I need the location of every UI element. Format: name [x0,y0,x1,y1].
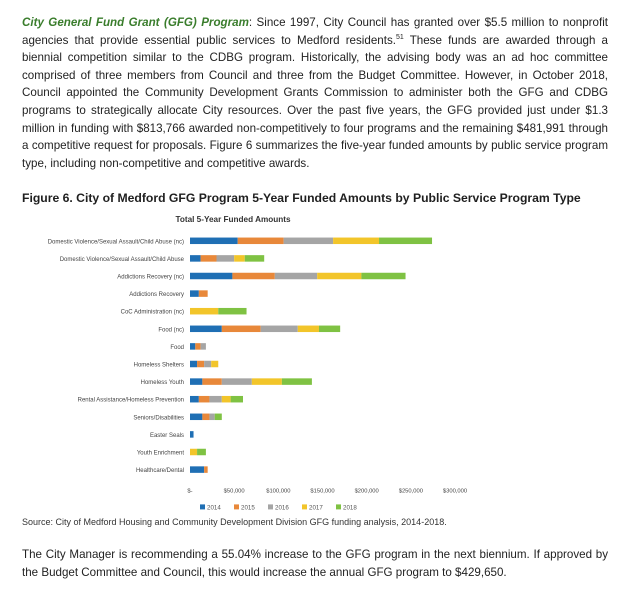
category-label: Addictions Recovery (nc) [117,274,184,281]
bar-segment-2018 [245,255,264,262]
bar-segment-2015 [195,343,200,350]
legend-swatch-2018 [336,504,341,509]
bar-segment-2017 [317,273,361,280]
bar-segment-2014 [190,255,201,262]
category-label: Domestic Violence/Sexual Assault/Child Abuse (nc) [47,239,184,246]
intro-text-continued: These funds are awarded through a biennial competition similar to the CDBG program. Historically, the advising body was an ad hoc committee comprised of three members from Council and three from the Budget Committee. However, in October 2018, Council appointed the Community Development Grants Commission to administer both the GFG and CDBG programs to strategically allocate City resources. Over the past five years, the GFG provided just under $1.3 million in funding with $813,766 awarded non-competitively to four programs and the remaining $481,991 through a competitive request for proposals. Figure 6 summarizes the five-year funded amounts by public service program type, including non-competitive and competitive awards. [22,33,609,170]
x-tick-label: $- [187,488,193,495]
category-label: Rental Assistance/Homeless Prevention [77,397,184,404]
category-label: Domestic Violence/Sexual Assault/Child Abuse [59,256,184,263]
bar-segment-2016 [204,361,211,368]
bar-segment-2014 [190,273,232,280]
bar-segment-2016 [284,238,333,245]
bar-segment-2015 [202,414,209,421]
bar-segment-2017 [252,378,282,385]
legend-swatch-2015 [234,504,239,509]
bar-segment-2016 [209,414,214,421]
bar-segment-2014 [190,431,194,438]
bar-segment-2014 [190,343,195,350]
chart-title: Total 5-Year Funded Amounts [175,215,291,224]
bar-segment-2016 [209,396,221,403]
legend-swatch-2017 [302,504,307,509]
bar-segment-2018 [197,449,206,456]
bar-segment-2014 [190,414,202,421]
bar-segment-2018 [361,273,405,280]
bar-segment-2015 [199,396,210,403]
legend-swatch-2016 [268,504,273,509]
bar-segment-2015 [222,326,261,333]
legend-label: 2015 [241,504,255,512]
closing-paragraph: The City Manager is recommending a 55.04% increase to the GFG program in the next biennium. If approved by the Budget Committee and Council, this would increase the annual GFG program to $429,650. [22,548,608,579]
bar-segment-2015 [232,273,274,280]
bar-segment-2014 [190,238,238,245]
x-tick-label: $250,000 [398,488,423,495]
category-label: Seniors/Disabilities [133,415,184,422]
x-tick-label: $200,000 [354,488,379,495]
legend-swatch-2014 [200,504,205,509]
bar-segment-2015 [204,466,208,473]
legend-label: 2017 [309,504,323,512]
bar-segment-2015 [202,378,221,385]
bar-segment-2016 [201,343,206,350]
legend-label: 2014 [207,504,221,512]
bar-segment-2017 [234,255,245,262]
bar-segment-2018 [231,396,243,403]
bar-segment-2014 [190,466,204,473]
bar-segment-2014 [190,326,222,333]
category-label: Easter Seals [149,432,184,439]
x-tick-label: $300,000 [442,488,468,495]
bar-segment-2017 [190,449,197,456]
funded-amounts-chart [0,208,628,514]
bar-segment-2018 [215,414,222,421]
x-tick-label: $50,000 [223,488,245,495]
category-label: Youth Enrichment [136,450,184,457]
bar-segment-2017 [333,238,379,245]
category-label: Homeless Shelters [133,362,184,369]
footnote-ref[interactable]: 51 [395,33,404,41]
x-tick-label: $100,000 [266,488,291,495]
bar-segment-2014 [190,396,199,403]
bar-segment-2014 [190,378,202,385]
intro-paragraph [22,14,608,172]
category-label: Addictions Recovery [129,292,184,299]
category-label: Food (nc) [158,327,184,334]
legend-label: 2018 [343,504,357,512]
intro-text: : Since 1997, City Council has granted over $5.5 million to nonprofit agencies that provide essential public services to Medford residents. [22,16,609,47]
figure-title: Figure 6. City of Medford GFG Program 5-Year Funded Amounts by Public Service Program Type [22,191,581,205]
category-label: CoC Administration (nc) [120,309,184,316]
source-note: Source: City of Medford Housing and Community Development Division GFG funding analysis, 2014-2018. [22,517,447,527]
bar-segment-2014 [190,290,199,297]
category-label: Homeless Youth [140,380,184,387]
bar-segment-2017 [222,396,231,403]
bar-segment-2015 [197,361,204,368]
program-heading: City General Fund Grant (GFG) Program [22,16,249,29]
bar-segment-2015 [238,238,284,245]
bar-segment-2014 [190,361,197,368]
bar-segment-2018 [319,326,340,333]
bar-segment-2018 [218,308,246,315]
bar-segment-2018 [282,378,312,385]
bar-segment-2016 [275,273,317,280]
bar-segment-2015 [201,255,217,262]
bar-segment-2017 [298,326,319,333]
bar-segment-2016 [222,378,252,385]
bar-segment-2016 [261,326,298,333]
bar-segment-2015 [199,290,208,297]
category-label: Food [170,344,184,351]
x-tick-label: $150,000 [310,488,335,495]
bar-segment-2018 [379,238,432,245]
bar-segment-2017 [211,361,218,368]
category-label: Healthcare/Dental [135,468,184,475]
bar-segment-2016 [217,255,235,262]
bar-segment-2017 [190,308,218,315]
legend-label: 2016 [275,504,289,512]
